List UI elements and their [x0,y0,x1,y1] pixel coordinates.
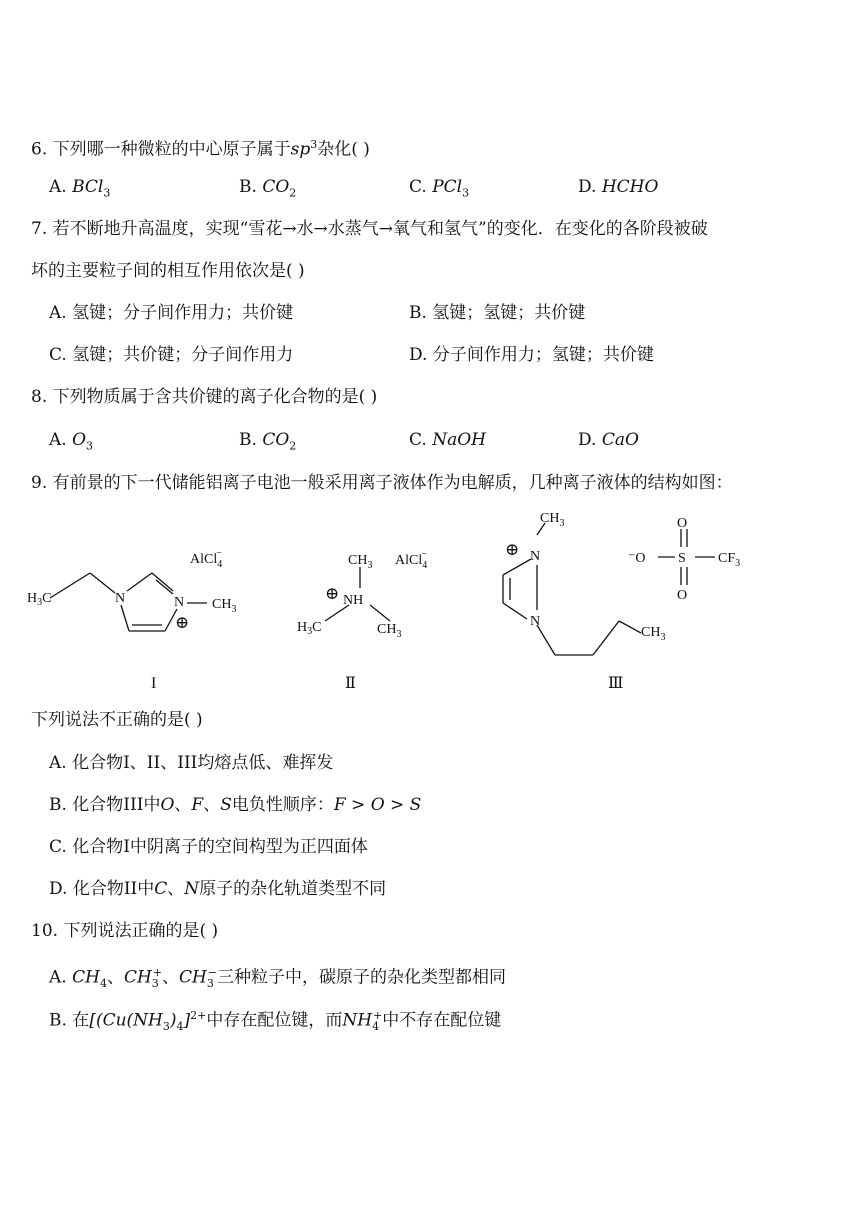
q9-option-d: D. 化合物II中C、N原子的杂化轨道类型不同 [49,879,387,899]
s2-nh-label: NH [343,593,364,608]
q8-option-d: D. CaO [578,430,639,450]
q8-stem: 8. 下列物质属于含共价键的离子化合物的是( ) [31,387,378,407]
q7-option-c: C. 氢键；共价键；分子间作用力 [49,345,294,365]
q8-option-b: B. $CO_2$ [239,430,297,453]
s3-ch3-top-label: $CH_3$ [540,511,565,529]
q7-option-b: B. 氢键；氢键；共价键 [409,303,586,323]
q7-option-a: A. 氢键；分子间作用力；共价键 [49,303,294,323]
s3-n1-label: N [530,549,541,564]
s2-plus-label: ⊕ [325,584,340,603]
triflate-cf3: $CF_3$ [718,551,741,569]
q8-option-c: C. NaOH [409,430,486,450]
s2-ch3-label: $CH_3$ [348,553,373,571]
q6-option-a: A. BCl$_3$ [49,177,111,200]
q9-sub-stem: 下列说法不正确的是( ) [31,710,203,730]
s2-roman-label: Ⅱ [345,675,356,692]
triflate-s: S [678,551,686,566]
q7-stem-line2: 坏的主要粒子间的相互作用依次是( ) [31,261,305,281]
ionic-liquid-structures [25,505,805,705]
q6-option-b: B. $CO_2$ [239,177,297,200]
q8-option-a: A. $O_3$ [49,430,94,453]
q10-option-b: B. 在[$(Cu(NH_3)_4]^{2+}$中存在配位键，而$NH_4^+$中不存在配位键 [49,1009,502,1034]
s3-n3-label: N [530,614,541,629]
q6-option-d: D. HCHO [578,177,659,197]
s1-n3-label: N [174,595,185,610]
s1-h3c-label: $H_3C$ [27,591,52,608]
q9-option-c: C. 化合物I中阴离子的空间构型为正四面体 [49,837,368,857]
s2-h3c-label: $H_3C$ [297,620,322,637]
s2-ch3b-label: $CH_3$ [377,622,402,640]
q6-option-c: C. PCl$_3$ [409,177,470,200]
q7-stem-line1: 7. 若不断地升高温度，实现“雪花→水→水蒸气→氧气和氢气”的变化．在变化的各阶段被破 [31,219,708,239]
s1-roman-label: I [151,675,157,692]
q9-option-b: B. 化合物III中O、F、S电负性顺序：F > O > S [49,795,422,815]
triflate-o-top: O [677,516,688,531]
q9-option-a: A. 化合物I、II、III均熔点低、难挥发 [49,753,334,773]
s3-ch3-bottom-label: $CH_3$ [641,625,666,643]
triflate-neg-o: ⁻O [628,551,646,566]
s3-plus-label: ⊕ [505,540,520,559]
s1-plus-label: ⊕ [175,613,190,632]
q9-stem: 9. 有前景的下一代储能铝离子电池一般采用离子液体作为电解质，几种离子液体的结构如图： [31,473,733,493]
q7-option-d: D. 分子间作用力；氢键；共价键 [409,345,654,365]
q6-stem: 6. 下列哪一种微粒的中心原子属于$sp^3$杂化( ) [31,138,370,160]
s3-roman-label: Ⅲ [608,675,624,692]
q10-option-a: A. $CH_4$、$CH_3^+$、$CH_3^-$三种粒子中，碳原子的杂化类型都相同 [49,966,507,991]
triflate-o-bottom: O [677,588,688,603]
s1-alcl4-label: AlCl$_4$− [190,548,223,570]
s1-ch3-label: $CH_3$ [212,597,237,615]
q10-stem: 10. 下列说法正确的是( ) [31,921,219,941]
s2-alcl4-label: AlCl$_4$− [395,549,428,571]
s1-n1-label: N [115,591,126,606]
